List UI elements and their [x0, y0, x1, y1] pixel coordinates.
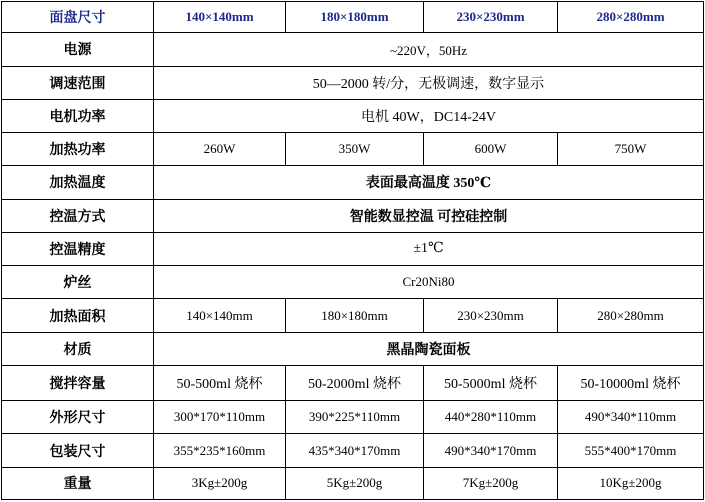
- header-col-4: 280×280mm: [558, 2, 704, 33]
- row-value: 表面最高温度 350℃: [154, 166, 704, 199]
- table-row: [2, 332, 704, 365]
- row-cell: 750W: [558, 133, 704, 166]
- row-cell: 180×180mm: [286, 299, 424, 332]
- row-cell: 140×140mm: [154, 299, 286, 332]
- row-cell: 390*225*110mm: [286, 401, 424, 434]
- row-cell: 7Kg±200g: [424, 467, 558, 499]
- row-label: 电源: [2, 33, 154, 66]
- header-col-3: 230×230mm: [424, 2, 558, 33]
- row-cell: 50-10000ml 烧杯: [558, 365, 704, 400]
- row-cell: 440*280*110mm: [424, 401, 558, 434]
- row-cell: 350W: [286, 133, 424, 166]
- table-row: [2, 401, 704, 434]
- table-header-row: [2, 2, 704, 33]
- table-row: [2, 166, 704, 199]
- row-value: ±1℃: [154, 232, 704, 265]
- row-label: 调速范围: [2, 66, 154, 99]
- row-value: Cr20Ni80: [154, 266, 704, 299]
- table-row: [2, 66, 704, 99]
- row-value: 电机 40W，DC14-24V: [154, 99, 704, 132]
- table-row: [2, 467, 704, 499]
- table-row: [2, 299, 704, 332]
- row-label: 加热功率: [2, 133, 154, 166]
- row-cell: 3Kg±200g: [154, 467, 286, 499]
- header-col-1: 140×140mm: [154, 2, 286, 33]
- row-label: 控温方式: [2, 199, 154, 232]
- table-row: [2, 33, 704, 66]
- table-row: [2, 434, 704, 467]
- row-cell: 600W: [424, 133, 558, 166]
- row-cell: 555*400*170mm: [558, 434, 704, 467]
- row-label: 加热面积: [2, 299, 154, 332]
- row-cell: 50-2000ml 烧杯: [286, 365, 424, 400]
- row-value: ~220V，50Hz: [154, 33, 704, 66]
- row-cell: 435*340*170mm: [286, 434, 424, 467]
- table-row: [2, 199, 704, 232]
- table-row: [2, 266, 704, 299]
- row-label: 控温精度: [2, 232, 154, 265]
- table-row: [2, 99, 704, 132]
- row-value: 50—2000 转/分，无极调速，数字显示: [154, 66, 704, 99]
- row-value: 黑晶陶瓷面板: [154, 332, 704, 365]
- header-label: 面盘尺寸: [2, 2, 154, 33]
- row-label: 外形尺寸: [2, 401, 154, 434]
- table-row: [2, 232, 704, 265]
- row-label: 炉丝: [2, 266, 154, 299]
- spec-table: [1, 1, 704, 500]
- row-label: 材质: [2, 332, 154, 365]
- row-cell: 355*235*160mm: [154, 434, 286, 467]
- row-cell: 490*340*170mm: [424, 434, 558, 467]
- row-cell: 10Kg±200g: [558, 467, 704, 499]
- table-row: [2, 133, 704, 166]
- row-cell: 300*170*110mm: [154, 401, 286, 434]
- header-col-2: 180×180mm: [286, 2, 424, 33]
- row-label: 电机功率: [2, 99, 154, 132]
- row-cell: 50-5000ml 烧杯: [424, 365, 558, 400]
- row-label: 重量: [2, 467, 154, 499]
- row-cell: 230×230mm: [424, 299, 558, 332]
- row-cell: 280×280mm: [558, 299, 704, 332]
- table-row: [2, 365, 704, 400]
- row-value: 智能数显控温 可控硅控制: [154, 199, 704, 232]
- row-cell: 50-500ml 烧杯: [154, 365, 286, 400]
- row-label: 搅拌容量: [2, 365, 154, 400]
- row-cell: 260W: [154, 133, 286, 166]
- row-label: 包装尺寸: [2, 434, 154, 467]
- row-cell: 490*340*110mm: [558, 401, 704, 434]
- row-cell: 5Kg±200g: [286, 467, 424, 499]
- row-label: 加热温度: [2, 166, 154, 199]
